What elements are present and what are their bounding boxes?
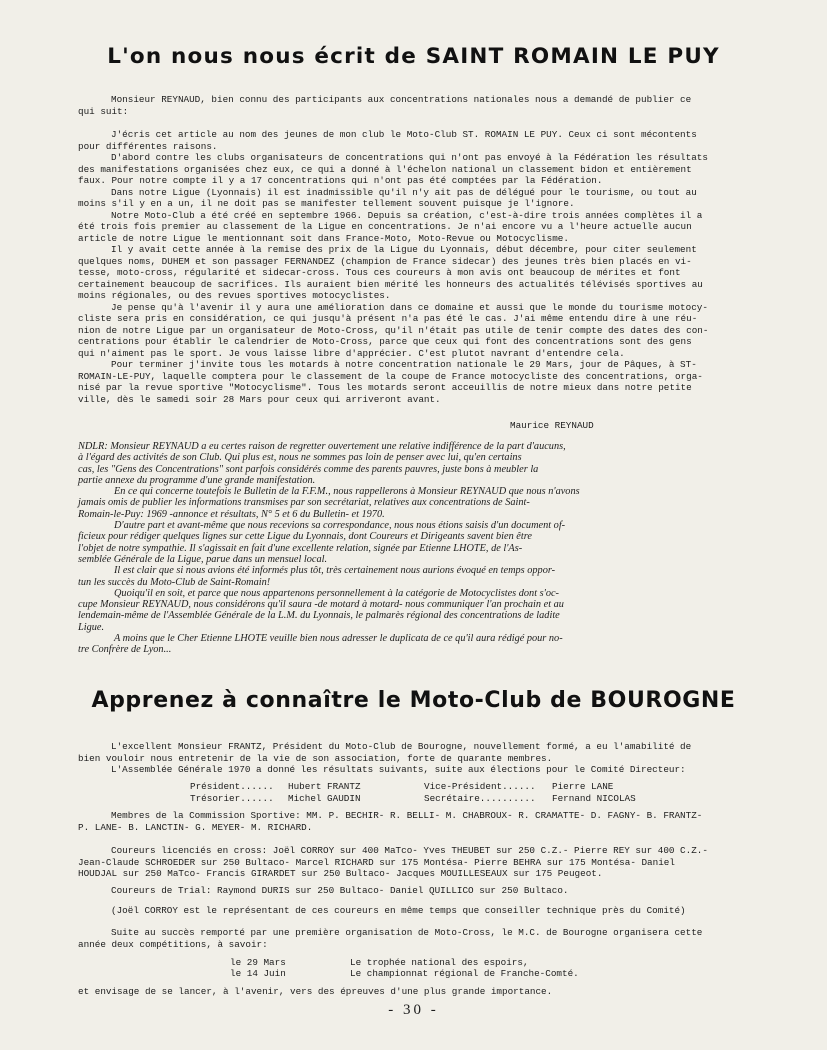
event-desc: Le trophée national des espoirs,	[350, 957, 529, 968]
success-line: année deux compétitions, à savoir:	[78, 938, 268, 950]
letter-line: des manifestations organisées chez eux, ce qui a donné à l'échelon national un classement bidon et entièrement	[78, 163, 692, 175]
ndlr-line: tun les succès du Moto-Club de Saint-Romain!	[78, 576, 271, 588]
committee-row	[190, 781, 613, 792]
committee-role: Vice-Président......	[424, 781, 536, 792]
committee-name: Michel GAUDIN	[288, 793, 361, 804]
cross-line: Coureurs licenciés en cross: Joël CORROY sur 400 MaTco- Yves THEUBET sur 250 C.Z.- Pierre REY sur 400 C.Z.-	[111, 845, 708, 856]
letter-line: Je pense qu'à l'avenir il y aura une amélioration dans ce domaine et aussi que le monde du tourisme motocy-	[111, 301, 708, 313]
letter-line: tesse, moto-cross, régularité et sidecar-cross. Tous ces coureurs à mon avis ont beaucoup de mérites et font	[78, 267, 681, 278]
letter-line: moins s'il y en a un, il ne doit pas se manifester tellement souvent puisque je l'ignore.	[78, 198, 575, 209]
letter-line: faux. Pour notre compte il y a 17 concentrations qui n'ont pas été comptées par la Fédération.	[78, 175, 603, 186]
intro-line: qui suit:	[78, 105, 129, 117]
event-desc: Le championnat régional de Franche-Comté.	[350, 968, 579, 979]
cross-line: HOUDJAL sur 250 MaTco- Francis GIRARDET sur 250 Bultaco- Jacques MOUILLESEAUX sur 175 Peugeot.	[78, 868, 603, 879]
page-number: - 30 -	[388, 1002, 439, 1018]
commission-line: P. LANE- B. LANCTIN- G. MEYER- M. RICHARD.	[78, 821, 313, 833]
letter-line: quelques noms, DUHEM et son passager FERNANDEZ (champion de France sidecar) des jeunes très bien placés en vi-	[78, 255, 692, 267]
success-line: Suite au succès remporté par une première organisation de Moto-Cross, le M.C. de Bourogne organisera cette	[111, 927, 703, 938]
committee-role: Président......	[190, 781, 274, 792]
ndlr-line: à l'égard des activités de son Club. Qui plus est, nous ne sommes pas loin de penser avec lui, qu'en certains	[78, 452, 522, 464]
closing	[78, 986, 768, 998]
event-date: le 29 Mars	[230, 957, 286, 968]
commission	[78, 810, 768, 833]
letter-line: cliste sera pris en considération, ce qui jusqu'à présent n'a pas été le cas. J'ai même entendu dire à une réu-	[78, 313, 698, 324]
ndlr-line: D'autre part et avant-même que nous recevions sa correspondance, nous nous étions saisis d'un document of-	[114, 520, 566, 532]
letter-line: centrations pour établir le calendrier de Moto-Cross, parce que ceux qui font des concentrations sont des gens	[78, 336, 692, 347]
success-paragraph	[78, 927, 768, 950]
intro-line: Monsieur REYNAUD, bien connu des participants aux concentrations nationales nous a demandé de publier ce	[111, 94, 692, 105]
signature: Maurice REYNAUD	[510, 420, 594, 431]
committee-row	[190, 793, 636, 804]
ndlr-line: Ligue.	[78, 621, 105, 633]
letter-line: article de notre Ligue le mentionnant soit dans France-Moto, Moto-Revue ou Motocyclisme.	[78, 232, 569, 244]
article2-intro	[78, 741, 768, 776]
letter-line: D'abord contre les clubs organisateurs de concentrations qui n'ont pas envoyé à la Fédération les résultats	[111, 152, 708, 163]
ndlr-line: partie annexe du programme d'une grande manifestation.	[78, 474, 316, 486]
letter-line: Dans notre Ligue (Lyonnais) il est inadmissible qu'il n'y ait pas de délégué pour le tourisme, ou tout au	[111, 186, 697, 198]
letter-line: été trois fois premier au classement de la Ligue en concentrations. Je n'ai encore vu a l'heure actuelle aucun	[78, 221, 692, 232]
committee-name: Fernand NICOLAS	[552, 793, 636, 804]
letter-line: pour différentes raisons.	[78, 140, 218, 152]
article1-letter	[78, 129, 768, 405]
commission-line: Membres de la Commission Sportive: MM. P. BECHIR- R. BELLI- M. CHABROUX- R. CRAMATTE- D. FAGNY- B. FRANTZ-	[111, 810, 703, 821]
cross-riders	[78, 845, 768, 880]
letter-line: moins régionales, ou des revues sportives motocyclistes.	[78, 290, 391, 301]
ndlr-line: cas, les "Gens des Concentrations" sont parfois considérés comme des parents pauvres, juste bons à meubler la	[78, 463, 539, 475]
letter-line: Notre Moto-Club a été créé en septembre 1966. Depuis sa création, c'est-à-dire trois années complètes il a	[111, 209, 703, 221]
ndlr-line: l'objet de notre sympathie. Il s'agissait en fait d'une excellente relation, signée par Etienne LHOTE, de l'As-	[78, 542, 523, 554]
trial-line: Coureurs de Trial: Raymond DURIS sur 250 Bultaco- Daniel QUILLICO sur 250 Bultaco.	[111, 885, 569, 896]
ndlr-line: cupe Monsieur REYNAUD, nous considérons qu'il saura -de motard à motard- nous communiquer l'an prochain et au	[78, 599, 564, 611]
letter-line: ROMAIN-LE-PUY, laquelle comptera pour le classement de la coupe de France motocycliste des concentrations, orga-	[78, 370, 703, 382]
ndlr-line: jamais omis de publier les informations transmises par son secrétariat, relatives aux concentrations de Saint-	[78, 497, 530, 509]
representative-note	[78, 905, 768, 917]
intro-line: L'excellent Monsieur FRANTZ, Président du Moto-Club de Bourogne, nouvellement formé, a eu l'amabilité de	[111, 741, 692, 752]
committee-name: Hubert FRANTZ	[288, 781, 361, 792]
ndlr-line: ficieux pour rédiger quelques lignes sur cette Ligue du Lyonnais, dont Coureurs et Dirigeants savent bien être	[78, 531, 532, 543]
ndlr-line: semblée Générale de la Ligue, parue dans un mensuel local.	[78, 553, 328, 565]
letter-line: qui n'aiment pas le sport. Je vous laisse libre d'apprécier. C'est plutot navrant d'entendre cela.	[78, 347, 625, 359]
ndlr-line: lendemain-même de l'Assemblée Générale de la L.M. du Lyonnais, le palmarès régional des concentrations de ladite	[78, 610, 560, 622]
event-date: le 14 Juin	[230, 968, 286, 979]
ndlr-line: Il est clair que si nous avions été informés plus tôt, très certainement nous aurions évoqué en temps oppor-	[114, 565, 556, 577]
committee-role: Trésorier......	[190, 793, 274, 804]
editor-note	[78, 441, 768, 656]
letter-line: certainement beaucoup de sacrifices. Ils auraient bien mérité les honneurs des actualités télévisés sportives au	[78, 278, 703, 290]
ndlr-line: NDLR: Monsieur REYNAUD a eu certes raison de regretter ouvertement une relative indifférence de la part d'aucuns,	[78, 441, 566, 452]
committee-name: Pierre LANE	[552, 781, 614, 792]
article1-body	[78, 94, 768, 117]
ndlr-line: Quoiqu'il en soit, et parce que nous appartenons personnellement à la catégorie de Motocyclistes dont s'oc-	[114, 587, 559, 599]
article-title-bourogne: Apprenez à connaître le Moto-Club de BOUROGNE	[91, 688, 736, 713]
letter-line: nion de notre Ligue par un organisateur de Moto-Cross, qu'il n'était pas utile de tenir compte des dates des con-	[78, 324, 709, 336]
cross-line: Jean-Claude SCHROEDER sur 250 Bultaco- Marcel RICHARD sur 175 Montésa- Pierre BEHRA sur 175 Montésa- Daniel	[78, 856, 675, 868]
intro-line: L'Assemblée Générale 1970 a donné les résultats suivants, suite aux élections pour le Comité Directeur:	[111, 764, 686, 775]
letter-line: J'écris cet article au nom des jeunes de mon club le Moto-Club ST. ROMAIN LE PUY. Ceux ci sont mécontents	[111, 129, 697, 140]
ndlr-line: En ce qui concerne toutefois le Bulletin de la F.F.M., nous rappellerons à Monsieur REYNAUD que nous n'avons	[114, 486, 580, 498]
ndlr-line: tre Confrère de Lyon...	[78, 644, 172, 656]
committee-role: Secrétaire..........	[424, 793, 536, 804]
closing-line: et envisage de se lancer, à l'avenir, vers des épreuves d'une plus grande importance.	[78, 986, 553, 997]
article-title-saint-romain: L'on nous nous écrit de SAINT ROMAIN LE PUY	[107, 44, 720, 69]
ndlr-line: Romain-le-Puy: 1969 -annonce et résultats, N° 5 et 6 du Bulletin- et 1970.	[78, 508, 385, 520]
event-row	[230, 957, 529, 968]
letter-line: ville, dès le samedi soir 28 Mars pour ceux qui arriveront avant.	[78, 393, 441, 405]
letter-line: Pour terminer j'invite tous les motards à notre concentration nationale le 29 Mars, jour de Pâques, à ST-	[111, 359, 697, 370]
ndlr-line: A moins que le Cher Etienne LHOTE veuille bien nous adresser le duplicata de ce qu'il aura rédigé pour no-	[114, 633, 563, 645]
letter-line: nisé par la revue sportive "Motocyclisme". Tous les motards seront acceuillis de notre mieux dans notre petite	[78, 382, 692, 393]
trial-riders	[78, 885, 768, 897]
event-row	[230, 968, 579, 979]
note-line: (Joël CORROY est le représentant de ces coureurs en même temps que conseiller technique près du Comité)	[111, 905, 686, 916]
intro-line: bien vouloir nous entretenir de la vie de son association, forte de quarante membres.	[78, 752, 553, 764]
letter-line: Il y avait cette année à la remise des prix de la Ligue du Lyonnais, début décembre, pour citer seulement	[111, 244, 697, 255]
